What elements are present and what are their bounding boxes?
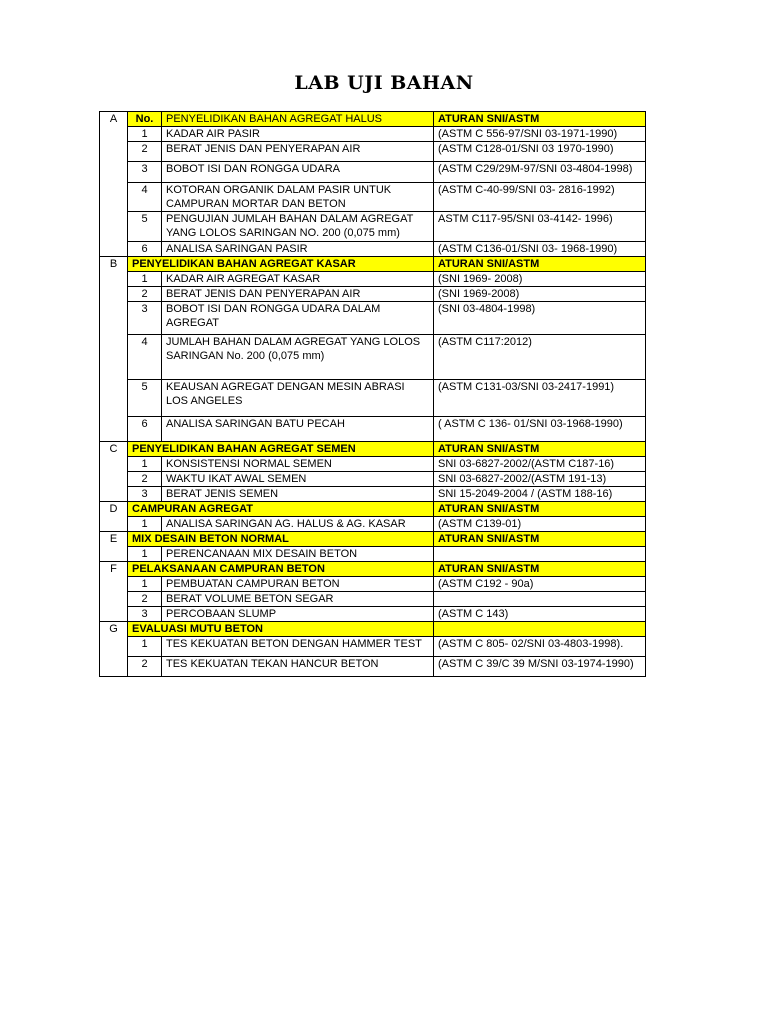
test-name: TES KEKUATAN BETON DENGAN HAMMER TEST <box>162 637 434 657</box>
test-standard: (ASTM C-40-99/SNI 03- 2816-1992) <box>434 183 646 212</box>
section-standard-header: ATURAN SNI/ASTM <box>434 562 646 577</box>
section-standard-header: ATURAN SNI/ASTM <box>434 442 646 457</box>
row-number: 3 <box>128 162 162 183</box>
test-name: WAKTU IKAT AWAL SEMEN <box>162 472 434 487</box>
table-row <box>100 272 646 287</box>
section-title: PELAKSANAAN CAMPURAN BETON <box>128 562 434 577</box>
test-standard: SNI 03-6827-2002/(ASTM 191-13) <box>434 472 646 487</box>
test-name: JUMLAH BAHAN DALAM AGREGAT YANG LOLOS SARINGAN No. 200 (0,075 mm) <box>162 335 434 380</box>
section-letter: G <box>100 622 128 677</box>
row-number: 3 <box>128 487 162 502</box>
test-name: BERAT JENIS DAN PENYERAPAN AIR <box>162 287 434 302</box>
page-title: LAB UJI BAHAN <box>294 72 474 94</box>
test-name: PENGUJIAN JUMLAH BAHAN DALAM AGREGAT YANG LOLOS SARINGAN NO. 200 (0,075 mm) <box>162 212 434 242</box>
section-header-row <box>100 532 646 547</box>
table-row <box>100 657 646 677</box>
lab-test-table <box>99 111 646 677</box>
test-name: ANALISA SARINGAN AG. HALUS & AG. KASAR <box>162 517 434 532</box>
test-name: ANALISA SARINGAN BATU PECAH <box>162 417 434 442</box>
table-row <box>100 127 646 142</box>
section-header-row <box>100 622 646 637</box>
row-number: 1 <box>128 457 162 472</box>
test-name: BERAT JENIS SEMEN <box>162 487 434 502</box>
test-name: BOBOT ISI DAN RONGGA UDARA <box>162 162 434 183</box>
test-standard: SNI 03-6827-2002/(ASTM C187-16) <box>434 457 646 472</box>
test-standard <box>434 592 646 607</box>
table-row <box>100 162 646 183</box>
table-row <box>100 457 646 472</box>
test-name: KONSISTENSI NORMAL SEMEN <box>162 457 434 472</box>
test-name: KOTORAN ORGANIK DALAM PASIR UNTUK CAMPURAN MORTAR DAN BETON <box>162 183 434 212</box>
row-number: 2 <box>128 592 162 607</box>
test-standard: (ASTM C136-01/SNI 03- 1968-1990) <box>434 242 646 257</box>
section-standard-header: ATURAN SNI/ASTM <box>434 112 646 127</box>
table-row <box>100 302 646 335</box>
table-row <box>100 577 646 592</box>
test-standard: (ASTM C29/29M-97/SNI 03-4804-1998) <box>434 162 646 183</box>
table-row <box>100 142 646 162</box>
section-title: MIX DESAIN BETON NORMAL <box>128 532 434 547</box>
section-title: CAMPURAN AGREGAT <box>128 502 434 517</box>
table-row <box>100 472 646 487</box>
row-number: 1 <box>128 272 162 287</box>
section-letter: A <box>100 112 128 257</box>
row-number: 2 <box>128 472 162 487</box>
section-header-row <box>100 562 646 577</box>
table-row <box>100 380 646 417</box>
row-number: 4 <box>128 183 162 212</box>
row-number: 4 <box>128 335 162 380</box>
row-number: 2 <box>128 287 162 302</box>
section-letter: C <box>100 442 128 502</box>
row-number: 1 <box>128 637 162 657</box>
section-standard-header: ATURAN SNI/ASTM <box>434 502 646 517</box>
row-number: 5 <box>128 380 162 417</box>
test-standard: (SNI 1969- 2008) <box>434 272 646 287</box>
section-header-row <box>100 442 646 457</box>
section-title: PENYELIDIKAN BAHAN AGREGAT SEMEN <box>128 442 434 457</box>
test-name: PEMBUATAN CAMPURAN BETON <box>162 577 434 592</box>
test-standard: ( ASTM C 136- 01/SNI 03-1968-1990) <box>434 417 646 442</box>
test-standard: (ASTM C131-03/SNI 03-2417-1991) <box>434 380 646 417</box>
test-standard: SNI 15-2049-2004 / (ASTM 188-16) <box>434 487 646 502</box>
section-title: PENYELIDIKAN BAHAN AGREGAT KASAR <box>128 257 434 272</box>
test-standard: (ASTM C 805- 02/SNI 03-4803-1998). <box>434 637 646 657</box>
test-standard <box>434 547 646 562</box>
test-standard: (SNI 03-4804-1998) <box>434 302 646 335</box>
section-letter: D <box>100 502 128 532</box>
test-standard: ASTM C117-95/SNI 03-4142- 1996) <box>434 212 646 242</box>
test-standard: (ASTM C128-01/SNI 03 1970-1990) <box>434 142 646 162</box>
section-letter: B <box>100 257 128 442</box>
section-header-row <box>100 257 646 272</box>
test-name: KADAR AIR PASIR <box>162 127 434 142</box>
column-header-no: No. <box>128 112 162 127</box>
row-number: 1 <box>128 547 162 562</box>
section-letter: F <box>100 562 128 622</box>
section-standard-header: ATURAN SNI/ASTM <box>434 257 646 272</box>
table-row <box>100 637 646 657</box>
table-row <box>100 335 646 380</box>
row-number: 3 <box>128 607 162 622</box>
section-header-row <box>100 112 646 127</box>
test-name: BOBOT ISI DAN RONGGA UDARA DALAM AGREGAT <box>162 302 434 335</box>
test-standard: (ASTM C192 - 90a) <box>434 577 646 592</box>
table-row <box>100 607 646 622</box>
row-number: 1 <box>128 517 162 532</box>
test-name: TES KEKUATAN TEKAN HANCUR BETON <box>162 657 434 677</box>
test-standard: (ASTM C 143) <box>434 607 646 622</box>
section-title: PENYELIDIKAN BAHAN AGREGAT HALUS <box>162 112 434 127</box>
test-standard: (ASTM C139-01) <box>434 517 646 532</box>
test-name: PERCOBAAN SLUMP <box>162 607 434 622</box>
row-number: 1 <box>128 577 162 592</box>
test-name: PERENCANAAN MIX DESAIN BETON <box>162 547 434 562</box>
test-standard: (ASTM C117:2012) <box>434 335 646 380</box>
test-standard: (ASTM C 39/C 39 M/SNI 03-1974-1990) <box>434 657 646 677</box>
row-number: 6 <box>128 242 162 257</box>
table-row <box>100 183 646 212</box>
table-row <box>100 487 646 502</box>
row-number: 2 <box>128 657 162 677</box>
table-row <box>100 242 646 257</box>
test-name: ANALISA SARINGAN PASIR <box>162 242 434 257</box>
row-number: 3 <box>128 302 162 335</box>
test-name: KADAR AIR AGREGAT KASAR <box>162 272 434 287</box>
row-number: 1 <box>128 127 162 142</box>
table-row <box>100 212 646 242</box>
row-number: 2 <box>128 142 162 162</box>
table-row <box>100 547 646 562</box>
row-number: 5 <box>128 212 162 242</box>
section-title: EVALUASI MUTU BETON <box>128 622 434 637</box>
table-row <box>100 517 646 532</box>
section-standard-header <box>434 622 646 637</box>
table-row <box>100 287 646 302</box>
section-letter: E <box>100 532 128 562</box>
test-standard: (SNI 1969-2008) <box>434 287 646 302</box>
table-row <box>100 417 646 442</box>
section-header-row <box>100 502 646 517</box>
section-standard-header: ATURAN SNI/ASTM <box>434 532 646 547</box>
table-row <box>100 592 646 607</box>
row-number: 6 <box>128 417 162 442</box>
test-name: KEAUSAN AGREGAT DENGAN MESIN ABRASI LOS ANGELES <box>162 380 434 417</box>
test-name: BERAT VOLUME BETON SEGAR <box>162 592 434 607</box>
test-name: BERAT JENIS DAN PENYERAPAN AIR <box>162 142 434 162</box>
test-standard: (ASTM C 556-97/SNI 03-1971-1990) <box>434 127 646 142</box>
